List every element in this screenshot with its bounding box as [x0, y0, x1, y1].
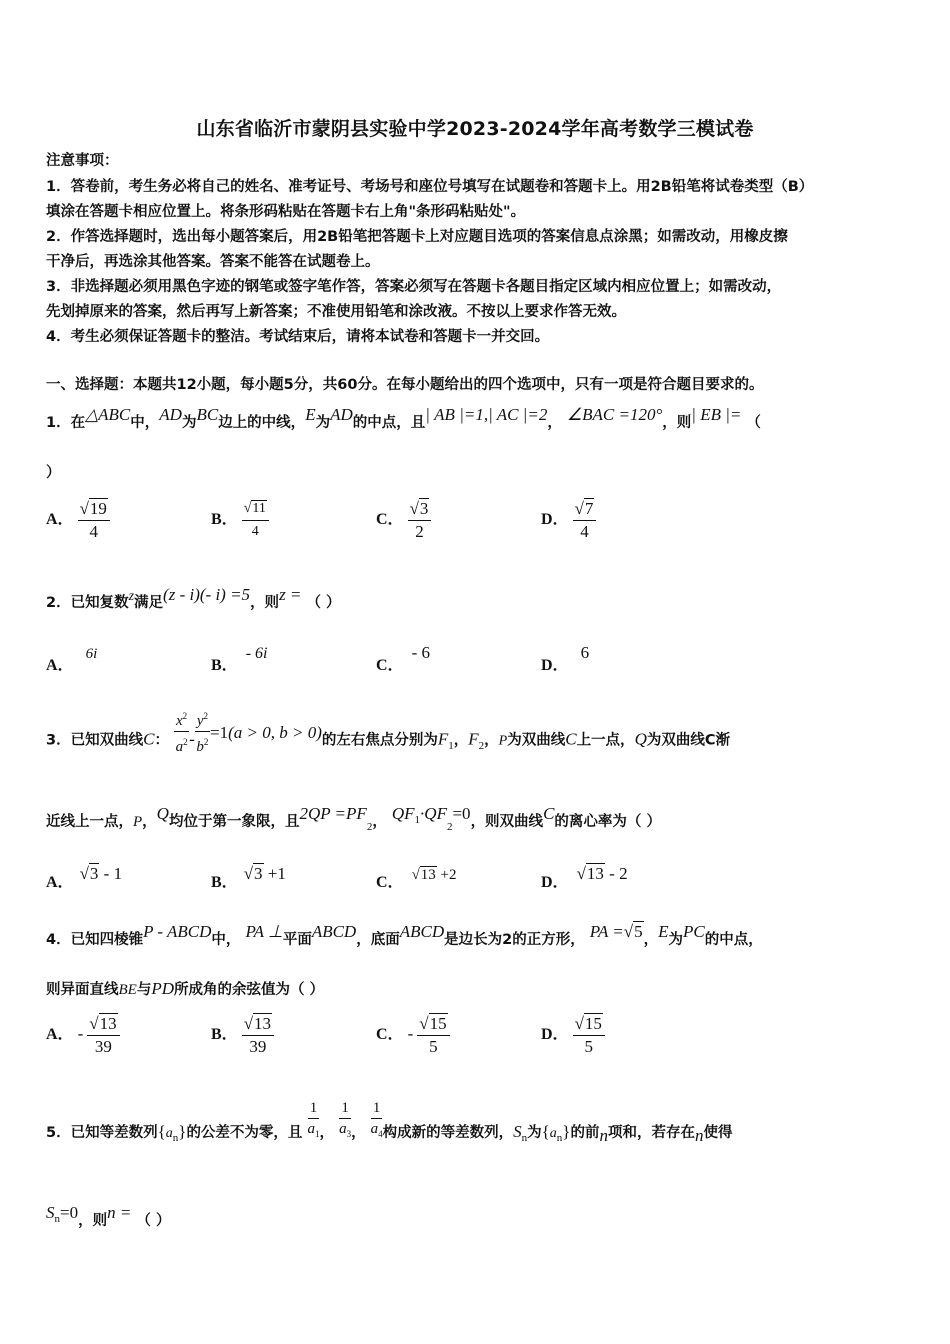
q4-option-c[interactable]: C． - $\frac{√15}{5}$	[376, 1013, 450, 1058]
q1-option-d[interactable]: D． $\frac{√7}{4}$	[541, 498, 596, 543]
q4-option-a-fraction: $\frac{√13}{39}$	[87, 1013, 119, 1058]
q5-frac-a3: $\frac{1}{a_3}$	[339, 1100, 352, 1139]
q1-option-c[interactable]: C． $\frac{√3}{2}$	[376, 498, 431, 543]
q4-option-a[interactable]: A． - $\frac{√13}{39}$	[46, 1013, 120, 1058]
notice-line-6: 先划掉原来的答案，然后再写上新答案；不准使用铅笔和涂改液。不按以上要求作答无效。	[46, 304, 626, 320]
notice-line-4: 干净后，再选涂其他答案。答案不能答在试题卷上。	[46, 254, 380, 270]
q1-option-a-fraction: $\frac{√19}{4}$	[78, 498, 110, 543]
question-3: 3．已知双曲线C： $\frac{x^2}{a^2}$ - $\frac{y^2}{b^2}$ =1(a > 0, b > 0)的左右焦点分别为$F_1$，$F_2$，P为双曲线C上一点，Q为双曲线C渐	[46, 724, 730, 757]
question-5-line-2: $S^n=0$，则n = （ ）	[46, 1203, 171, 1229]
page-title: 山东省临沂市蒙阴县实验中学2023-2024学年高考数学三模试卷	[196, 118, 754, 140]
q3-option-a[interactable]: A． √3 - 1	[46, 864, 123, 891]
question-5: 5．已知等差数列$\{a_n\}$的公差不为零，且 $\frac{1}{a_1}$ ， $\frac{1}{a_3}$ ， $\frac{1}{a_4}$ 构成新的等差数列，$S_n$为$\{a_n\}$的前n项和，若存在n使得	[46, 1100, 733, 1145]
q3-x-fraction: $\frac{x^2}{a^2}$	[174, 706, 189, 757]
question-4-line-2: 则异面直线BE与PD所成角的余弦值为（ ）	[46, 979, 325, 998]
question-2: 2．已知复数z满足(z - i)(- i) =5，则z = （ ）	[46, 585, 341, 611]
q1-option-a[interactable]: A． $\frac{√19}{4}$	[46, 498, 110, 543]
section-heading: 一、选择题：本题共12小题，每小题5分，共60分。在每小题给出的四个选项中，只有一项是符合题目要求的。	[46, 377, 764, 393]
q4-option-d-fraction: $\frac{√15}{5}$	[573, 1013, 605, 1058]
q1-option-b-fraction: $\frac{√11}{4}$	[242, 498, 269, 543]
notice-heading: 注意事项：	[46, 153, 119, 169]
q5-frac-a4: $\frac{1}{a_4}$	[370, 1100, 383, 1139]
notice-line-1: 1．答卷前，考生务必将自己的姓名、准考证号、考场号和座位号填写在试题卷和答题卡上。用2B铅笔将试卷类型（B）	[46, 179, 814, 195]
q3-option-c[interactable]: C． √13 +2	[376, 867, 457, 891]
question-1: 1．在△ABC中，AD为BC边上的中线，E为AD的中点，且| AB |=1,| AC |=2， ∠BAC =120°，则| EB |= （	[46, 405, 761, 431]
q5-frac-a1: $\frac{1}{a_1}$	[307, 1100, 320, 1139]
q1-option-d-fraction: $\frac{√7}{4}$	[573, 498, 597, 543]
notice-line-3: 2．作答选择题时，选出每小题答案后，用2B铅笔把答题卡上对应题目选项的答案信息点涂黑；如需改动，用橡皮擦	[46, 229, 788, 245]
q2-option-b[interactable]: B．- 6i	[211, 645, 268, 674]
question-1-close: ）	[46, 465, 61, 481]
q1-option-c-fraction: $\frac{√3}{2}$	[408, 498, 432, 543]
notice-line-5: 3．非选择题必须用黑色字迹的钢笔或签字笔作答，答案必须写在答题卡各题目指定区域内相应位置上；如需改动，	[46, 279, 782, 295]
notice-line-7: 4．考生必须保证答题卡的整洁。考试结束后，请将本试卷和答题卡一并交回。	[46, 329, 550, 345]
q4-option-b-fraction: $\frac{√13}{39}$	[242, 1013, 274, 1058]
question-4: 4．已知四棱锥P - ABCD中， PA ⊥平面ABCD，底面ABCD是边长为2的正方形， PA =√5，E为PC的中点，	[46, 922, 763, 948]
q4-option-b[interactable]: B． $\frac{√13}{39}$	[211, 1013, 274, 1058]
q4-option-c-fraction: $\frac{√15}{5}$	[417, 1013, 449, 1058]
question-3-line-2: 近线上一点，P，Q均位于第一象限，且$2QP =PF_2$， $QF^1\cdot QF_2=0$，则双曲线C的离心率为（ ）	[46, 804, 661, 833]
q3-option-d[interactable]: D． √13 - 2	[541, 864, 628, 891]
q3-option-b[interactable]: B． √3 +1	[211, 864, 286, 891]
q2-option-a[interactable]: A．6i	[46, 646, 98, 674]
q2-option-d[interactable]: D．6	[541, 643, 590, 674]
q3-y-fraction: $\frac{y^2}{b^2}$	[195, 706, 210, 757]
notice-line-2: 填涂在答题卡相应位置上。将条形码粘贴在答题卡右上角"条形码粘贴处"。	[46, 204, 526, 220]
q2-option-c[interactable]: C．- 6	[376, 643, 430, 674]
q1-option-b[interactable]: B． $\frac{√11}{4}$	[211, 498, 269, 543]
q4-option-d[interactable]: D． $\frac{√15}{5}$	[541, 1013, 605, 1058]
